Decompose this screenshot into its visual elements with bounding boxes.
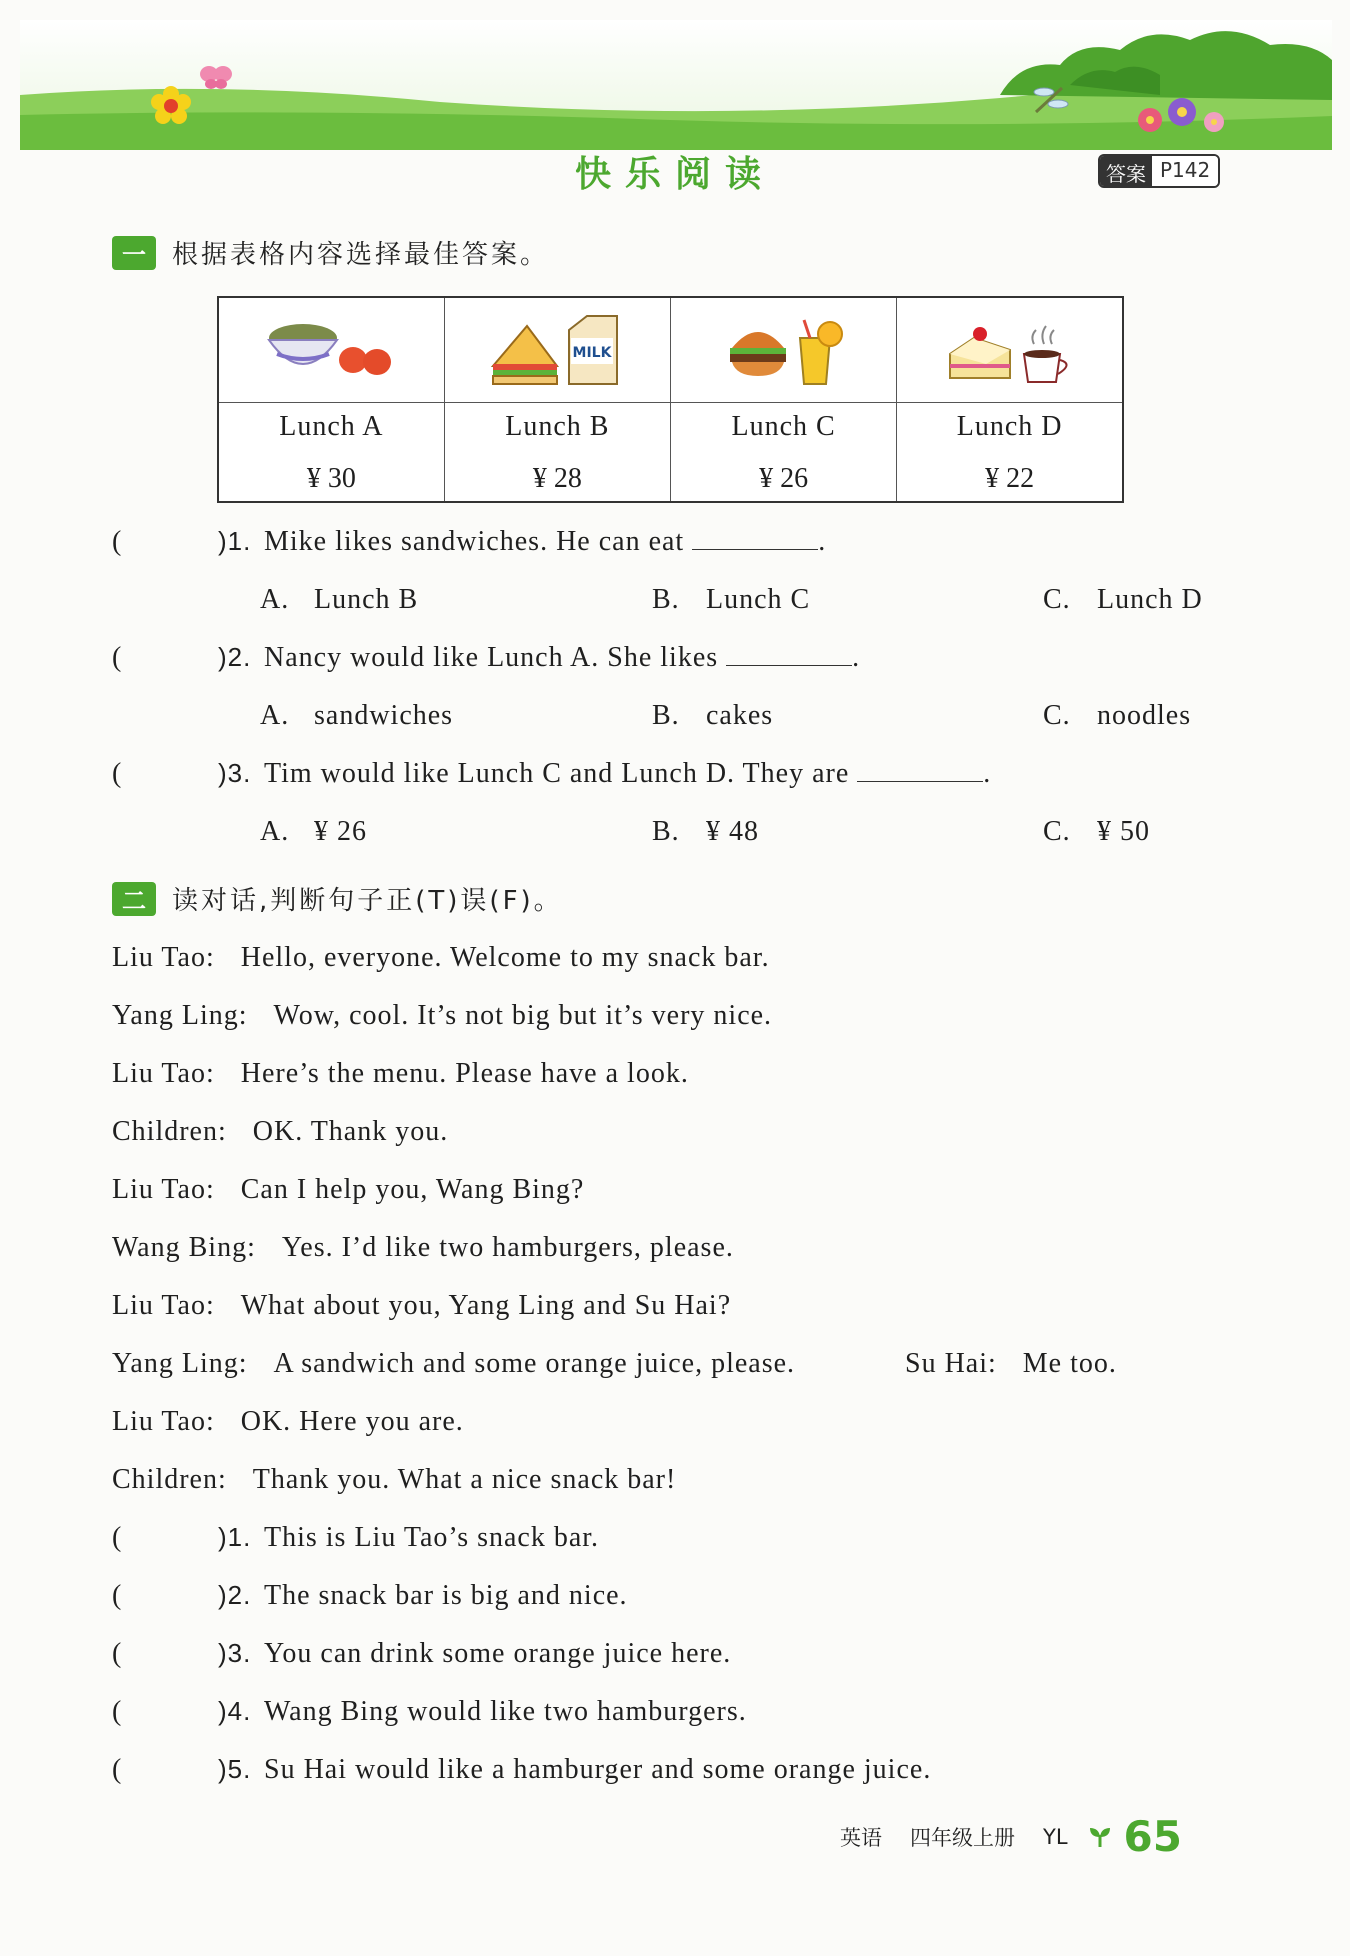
q3-option-a[interactable]: A. ¥ 26 [260, 816, 367, 847]
answer-reference [1098, 154, 1220, 188]
lunch-b-cell: Lunch B ¥ 28 [444, 403, 670, 503]
lunch-d-picture [897, 297, 1123, 403]
footer-edition: YL [1043, 1824, 1068, 1849]
dialogue-line: Yang Ling: Wow, cool. It’s not big but it’s very nice. [112, 1000, 773, 1031]
lunch-b-picture [444, 297, 670, 403]
answer-page: P142 [1152, 156, 1218, 186]
question-3: ( )3. Tim would like Lunch C and Lunch D. They are . [112, 758, 992, 789]
flowers-icon [1130, 90, 1240, 136]
dialogue-line-su-hai: Su Hai: Me too. [905, 1348, 1117, 1379]
dialogue-line: Liu Tao: Here’s the menu. Please have a look. [112, 1058, 689, 1089]
dialogue-line: Liu Tao: What about you, Yang Ling and Su Hai? [112, 1290, 732, 1321]
dialogue-line: Wang Bing: Yes. I’d like two hamburgers, please. [112, 1232, 734, 1263]
section-2-instruction: 读对话,判断句子正(T)误(F)。 [172, 886, 563, 916]
page-title: 快乐阅读 [574, 154, 775, 195]
dialogue-line: Children: Thank you. What a nice snack bar! [112, 1464, 677, 1495]
statement-4: ( )4. Wang Bing would like two hamburgers. [112, 1696, 747, 1727]
q3-option-b[interactable]: B. ¥ 48 [652, 816, 759, 847]
milk-carton-icon [569, 316, 617, 384]
lunch-c-cell: Lunch C ¥ 26 [671, 403, 897, 503]
lunch-a-picture [218, 297, 444, 403]
footer-subject: 英语 [840, 1825, 882, 1850]
egg-icon [339, 347, 391, 375]
answer-blank[interactable] [857, 759, 983, 782]
question-2: ( )2. Nancy would like Lunch A. She likes . [112, 642, 861, 673]
butterfly-icon [198, 64, 234, 90]
q3-option-c[interactable]: C. ¥ 50 [1043, 816, 1150, 847]
answer-label: 答案 [1100, 156, 1152, 186]
page-footer [840, 1812, 1182, 1861]
orange-juice-icon [800, 320, 842, 384]
section-1-heading [112, 234, 549, 271]
page-number: 65 [1123, 1812, 1182, 1861]
footer-grade: 四年级上册 [910, 1825, 1015, 1850]
dialogue-line: Yang Ling: A sandwich and some orange juice, please. [112, 1348, 796, 1379]
section-2-heading [112, 880, 563, 917]
sprout-icon [1088, 1825, 1112, 1849]
lunch-d-cell: Lunch D ¥ 22 [897, 403, 1123, 503]
sandwich-icon [493, 326, 557, 384]
lunch-c-picture [671, 297, 897, 403]
noodle-bowl-icon [269, 324, 337, 364]
q2-option-c[interactable]: C. noodles [1043, 700, 1192, 731]
answer-blank[interactable] [692, 527, 818, 550]
q1-option-c[interactable]: C. Lunch D [1043, 584, 1203, 615]
section-1-badge: 一 [112, 236, 156, 270]
q1-option-b[interactable]: B. Lunch C [652, 584, 811, 615]
dialogue-line: Children: OK. Thank you. [112, 1116, 449, 1147]
hamburger-icon [730, 332, 786, 376]
coffee-cup-icon [1024, 326, 1067, 382]
dialogue-line: Liu Tao: Can I help you, Wang Bing? [112, 1174, 585, 1205]
svg-text:MILK: MILK [572, 344, 612, 361]
statement-2: ( )2. The snack bar is big and nice. [112, 1580, 628, 1611]
cake-icon [950, 327, 1010, 378]
section-1-instruction: 根据表格内容选择最佳答案。 [172, 240, 550, 270]
lunch-a-cell: Lunch A ¥ 30 [218, 403, 444, 503]
statement-1: ( )1. This is Liu Tao’s snack bar. [112, 1522, 600, 1553]
dialogue-line: Liu Tao: OK. Here you are. [112, 1406, 464, 1437]
answer-blank[interactable] [726, 643, 852, 666]
question-1: ( )1. Mike likes sandwiches. He can eat . [112, 526, 827, 557]
q1-option-a[interactable]: A. Lunch B [260, 584, 419, 615]
lunch-menu-table [217, 296, 1124, 503]
dialogue-line: Liu Tao: Hello, everyone. Welcome to my snack bar. [112, 942, 770, 973]
statement-3: ( )3. You can drink some orange juice here. [112, 1638, 732, 1669]
section-2-badge: 二 [112, 882, 156, 916]
q2-option-b[interactable]: B. cakes [652, 700, 774, 731]
statement-5: ( )5. Su Hai would like a hamburger and some orange juice. [112, 1754, 932, 1785]
dragonfly-icon [1030, 82, 1070, 116]
flower-icon [146, 82, 196, 132]
q2-option-a[interactable]: A. sandwiches [260, 700, 454, 731]
